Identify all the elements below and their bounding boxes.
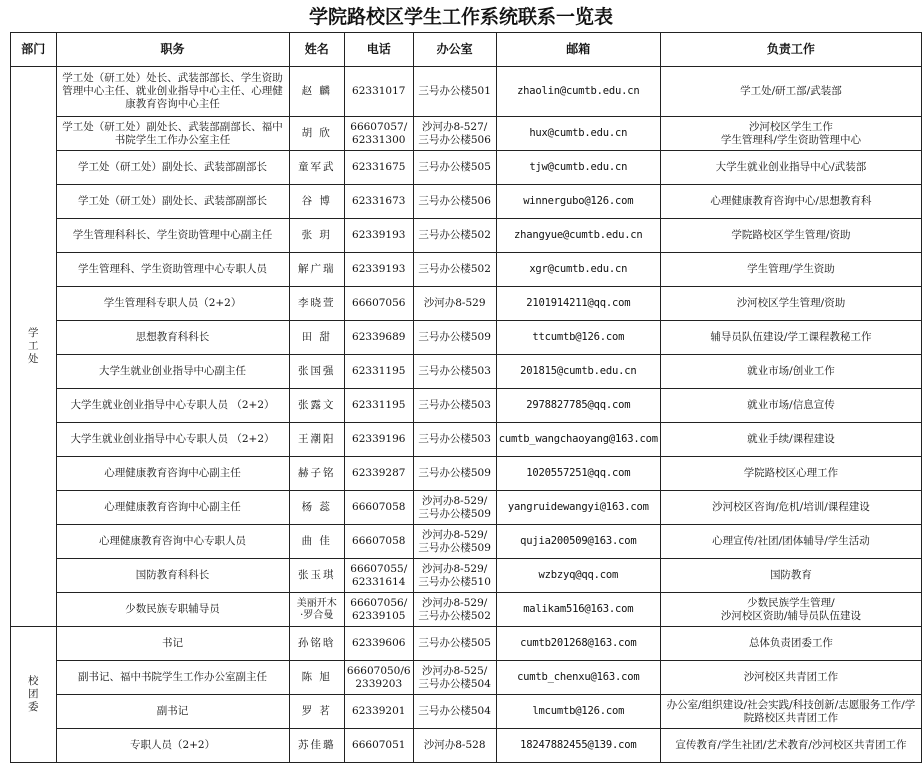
email-cell[interactable]: 18247882455@139.com <box>496 729 660 763</box>
office-cell: 三号办公楼503 <box>413 423 496 457</box>
duty-cell: 心理健康教育咨询中心/思想教育科 <box>660 185 921 219</box>
phone-cell: 66607051 <box>344 729 413 763</box>
header-office: 办公室 <box>413 33 496 67</box>
email-cell[interactable]: qujia200509@163.com <box>496 525 660 559</box>
table-row <box>11 151 922 185</box>
phone-cell: 66607058 <box>344 525 413 559</box>
header-dept: 部门 <box>11 33 57 67</box>
email-cell[interactable]: cumtb_wangchaoyang@163.com <box>496 423 660 457</box>
duty-cell: 少数民族学生管理/ 沙河校区资助/辅导员队伍建设 <box>660 593 921 627</box>
duty-cell: 辅导员队伍建设/学工课程教秘工作 <box>660 321 921 355</box>
header-row <box>11 33 922 67</box>
phone-cell: 66607050/6 2339203 <box>344 661 413 695</box>
name-cell: 童军武 <box>289 151 344 185</box>
phone-cell: 62339606 <box>344 627 413 661</box>
name-cell: 孙铭晗 <box>289 627 344 661</box>
office-cell: 沙河办8-527/ 三号办公楼506 <box>413 117 496 151</box>
table-row <box>11 219 922 253</box>
role-cell: 学工处（研工处）处长、武装部部长、学生资助管理中心主任、就业创业指导中心主任、心理健康教育咨询中心主任 <box>56 67 289 117</box>
header-duty: 负责工作 <box>660 33 921 67</box>
role-cell: 心理健康教育咨询中心专职人员 <box>56 525 289 559</box>
name-cell: 曲 佳 <box>289 525 344 559</box>
role-cell: 心理健康教育咨询中心副主任 <box>56 457 289 491</box>
role-cell: 学工处（研工处）副处长、武装部副部长、福中书院学生工作办公室主任 <box>56 117 289 151</box>
phone-cell: 62331195 <box>344 389 413 423</box>
name-cell: 罗 茗 <box>289 695 344 729</box>
email-cell[interactable]: lmcumtb@126.com <box>496 695 660 729</box>
office-cell: 沙河办8-529/ 三号办公楼510 <box>413 559 496 593</box>
table-row <box>11 423 922 457</box>
role-cell: 思想教育科科长 <box>56 321 289 355</box>
table-row <box>11 593 922 627</box>
email-cell[interactable]: zhaolin@cumtb.edu.cn <box>496 67 660 117</box>
name-cell: 张露文 <box>289 389 344 423</box>
phone-cell: 62339201 <box>344 695 413 729</box>
name-cell: 解广瑞 <box>289 253 344 287</box>
table-row <box>11 457 922 491</box>
duty-cell: 就业市场/信息宣传 <box>660 389 921 423</box>
table-row <box>11 287 922 321</box>
email-cell[interactable]: tjw@cumtb.edu.cn <box>496 151 660 185</box>
email-cell[interactable]: hux@cumtb.edu.cn <box>496 117 660 151</box>
dept-cell: 学 工 处 <box>11 67 57 627</box>
contact-table <box>10 32 922 763</box>
office-cell: 三号办公楼505 <box>413 151 496 185</box>
duty-cell: 学院路校区心理工作 <box>660 457 921 491</box>
office-cell: 沙河办8-529/ 三号办公楼509 <box>413 525 496 559</box>
email-cell[interactable]: winnergubo@126.com <box>496 185 660 219</box>
role-cell: 学工处（研工处）副处长、武装部副部长 <box>56 185 289 219</box>
duty-cell: 办公室/组织建设/社会实践/科技创新/志愿服务工作/学院路校区共青团工作 <box>660 695 921 729</box>
name-cell: 胡 欣 <box>289 117 344 151</box>
email-cell[interactable]: xgr@cumtb.edu.cn <box>496 253 660 287</box>
office-cell: 沙河办8-525/ 三号办公楼504 <box>413 661 496 695</box>
table-row <box>11 525 922 559</box>
office-cell: 三号办公楼509 <box>413 457 496 491</box>
role-cell: 专职人员（2+2） <box>56 729 289 763</box>
office-cell: 沙河办8-529/ 三号办公楼509 <box>413 491 496 525</box>
page-title: 学院路校区学生工作系统联系一览表 <box>308 6 613 28</box>
table-row <box>11 491 922 525</box>
office-cell: 三号办公楼503 <box>413 389 496 423</box>
office-cell: 沙河办8-528 <box>413 729 496 763</box>
phone-cell: 62339193 <box>344 219 413 253</box>
email-cell[interactable]: cumtb201268@163.com <box>496 627 660 661</box>
table-row <box>11 117 922 151</box>
duty-cell: 就业手续/课程建设 <box>660 423 921 457</box>
office-cell: 三号办公楼509 <box>413 321 496 355</box>
role-cell: 书记 <box>56 627 289 661</box>
role-cell: 学生管理科、学生资助管理中心专职人员 <box>56 253 289 287</box>
email-cell[interactable]: 201815@cumtb.edu.cn <box>496 355 660 389</box>
duty-cell: 学生管理/学生资助 <box>660 253 921 287</box>
name-cell: 陈 旭 <box>289 661 344 695</box>
email-cell[interactable]: zhangyue@cumtb.edu.cn <box>496 219 660 253</box>
table-row <box>11 559 922 593</box>
office-cell: 三号办公楼505 <box>413 627 496 661</box>
role-cell: 国防教育科科长 <box>56 559 289 593</box>
email-cell[interactable]: yangruidewangyi@163.com <box>496 491 660 525</box>
office-cell: 三号办公楼503 <box>413 355 496 389</box>
office-cell: 三号办公楼502 <box>413 219 496 253</box>
duty-cell: 大学生就业创业指导中心/武装部 <box>660 151 921 185</box>
dept-cell: 校 团 委 <box>11 627 57 763</box>
duty-cell: 学院路校区学生管理/资助 <box>660 219 921 253</box>
name-cell: 苏佳璐 <box>289 729 344 763</box>
phone-cell: 66607058 <box>344 491 413 525</box>
duty-cell: 心理宣传/社团/团体辅导/学生活动 <box>660 525 921 559</box>
role-cell: 大学生就业创业指导中心专职人员 （2+2） <box>56 423 289 457</box>
name-cell: 美丽开木 ·罗合曼 <box>289 593 344 627</box>
table-row <box>11 321 922 355</box>
table-body <box>11 67 922 763</box>
phone-cell: 66607055/ 62331614 <box>344 559 413 593</box>
email-cell[interactable]: 2978827785@qq.com <box>496 389 660 423</box>
name-cell: 王潮阳 <box>289 423 344 457</box>
duty-cell: 沙河校区共青团工作 <box>660 661 921 695</box>
duty-cell: 沙河校区学生管理/资助 <box>660 287 921 321</box>
table-row <box>11 695 922 729</box>
header-email: 邮箱 <box>496 33 660 67</box>
name-cell: 李晓萱 <box>289 287 344 321</box>
duty-cell: 国防教育 <box>660 559 921 593</box>
phone-cell: 62331673 <box>344 185 413 219</box>
office-cell: 沙河办8-529/ 三号办公楼502 <box>413 593 496 627</box>
name-cell: 张国强 <box>289 355 344 389</box>
name-cell: 田 甜 <box>289 321 344 355</box>
office-cell: 三号办公楼506 <box>413 185 496 219</box>
duty-cell: 就业市场/创业工作 <box>660 355 921 389</box>
email-cell[interactable]: malikam516@163.com <box>496 593 660 627</box>
duty-cell: 宣传教育/学生社团/艺术教育/沙河校区共青团工作 <box>660 729 921 763</box>
role-cell: 少数民族专职辅导员 <box>56 593 289 627</box>
table-row <box>11 389 922 423</box>
table-row <box>11 253 922 287</box>
table-row <box>11 355 922 389</box>
duty-cell: 沙河校区学生工作 学生管理科/学生资助管理中心 <box>660 117 921 151</box>
phone-cell: 62331675 <box>344 151 413 185</box>
name-cell: 张玉琪 <box>289 559 344 593</box>
email-cell[interactable]: cumtb_chenxu@163.com <box>496 661 660 695</box>
header-phone: 电话 <box>344 33 413 67</box>
role-cell: 学生管理科专职人员（2+2） <box>56 287 289 321</box>
role-cell: 大学生就业创业指导中心副主任 <box>56 355 289 389</box>
office-cell: 三号办公楼501 <box>413 67 496 117</box>
phone-cell: 62339193 <box>344 253 413 287</box>
role-cell: 学生管理科科长、学生资助管理中心副主任 <box>56 219 289 253</box>
phone-cell: 62331195 <box>344 355 413 389</box>
table-row <box>11 185 922 219</box>
phone-cell: 66607057/ 62331300 <box>344 117 413 151</box>
office-cell: 三号办公楼504 <box>413 695 496 729</box>
table-row <box>11 661 922 695</box>
office-cell: 三号办公楼502 <box>413 253 496 287</box>
duty-cell: 总体负责团委工作 <box>660 627 921 661</box>
table-row <box>11 67 922 117</box>
name-cell: 杨 蕊 <box>289 491 344 525</box>
phone-cell: 62339287 <box>344 457 413 491</box>
role-cell: 大学生就业创业指导中心专职人员 （2+2） <box>56 389 289 423</box>
role-cell: 学工处（研工处）副处长、武装部副部长 <box>56 151 289 185</box>
email-cell[interactable]: 2101914211@qq.com <box>496 287 660 321</box>
email-cell[interactable]: ttcumtb@126.com <box>496 321 660 355</box>
phone-cell: 62339689 <box>344 321 413 355</box>
duty-cell: 沙河校区咨询/危机/培训/课程建设 <box>660 491 921 525</box>
name-cell: 谷 博 <box>289 185 344 219</box>
table-row <box>11 627 922 661</box>
phone-cell: 62331017 <box>344 67 413 117</box>
header-name: 姓名 <box>289 33 344 67</box>
name-cell: 张 玥 <box>289 219 344 253</box>
email-cell[interactable]: wzbzyq@qq.com <box>496 559 660 593</box>
header-role: 职务 <box>56 33 289 67</box>
name-cell: 赫子铭 <box>289 457 344 491</box>
table-row <box>11 729 922 763</box>
phone-cell: 62339196 <box>344 423 413 457</box>
office-cell: 沙河办8-529 <box>413 287 496 321</box>
phone-cell: 66607056/ 62339105 <box>344 593 413 627</box>
role-cell: 副书记、福中书院学生工作办公室副主任 <box>56 661 289 695</box>
phone-cell: 66607056 <box>344 287 413 321</box>
duty-cell: 学工处/研工部/武装部 <box>660 67 921 117</box>
role-cell: 心理健康教育咨询中心副主任 <box>56 491 289 525</box>
name-cell: 赵 麟 <box>289 67 344 117</box>
role-cell: 副书记 <box>56 695 289 729</box>
email-cell[interactable]: 1020557251@qq.com <box>496 457 660 491</box>
